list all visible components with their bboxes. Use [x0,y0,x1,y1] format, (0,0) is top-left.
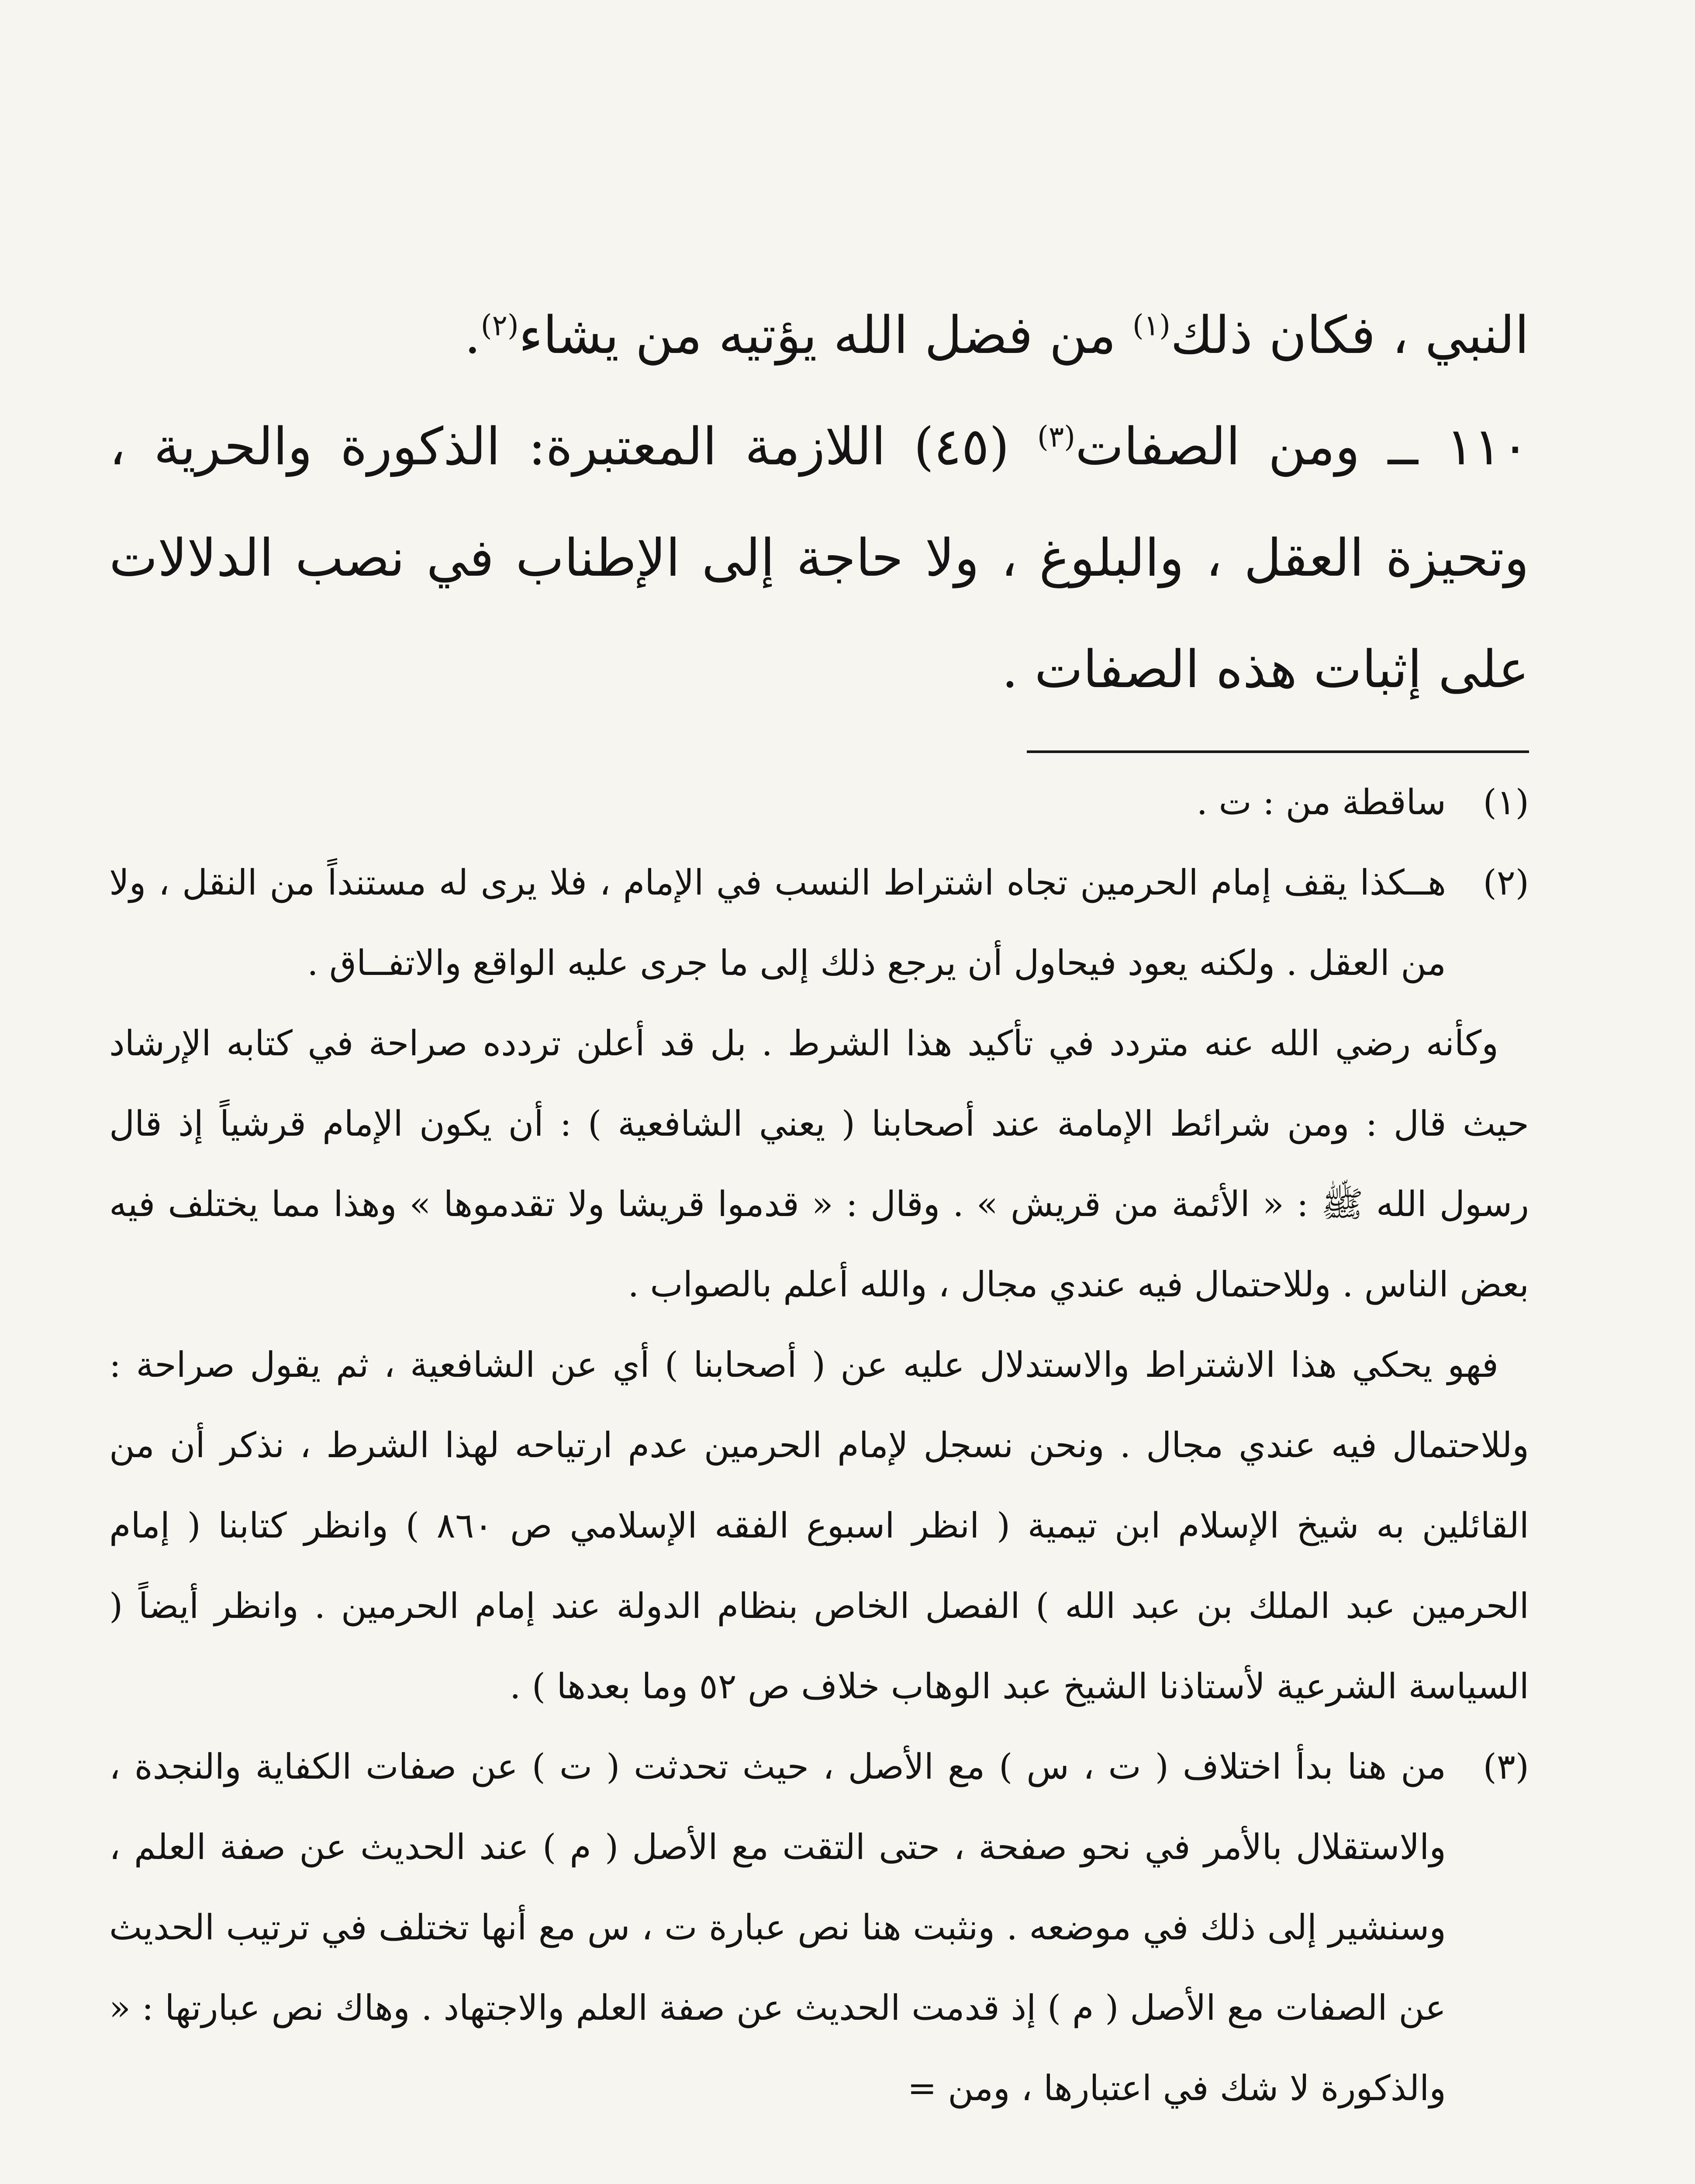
footnote-2-text: هــكذا يقف إمام الحرمين تجاه اشتراط النسب في الإمام ، فلا يرى له مستنداً من النقل ، ولا من العقل . ولكنه يعود فيحاول أن يرجع ذلك إلى ما جرى عليه الواقع والاتفــاق . [109,862,1446,983]
main-line-1 [109,280,1529,391]
footnote-2 [109,843,1529,1727]
footnote-1-text: ساقطة من : ت . [1196,782,1446,822]
footnote-3 [109,1727,1529,2129]
footnote-ref-1: (١) [1132,308,1170,342]
main-text [109,280,1529,725]
footnote-3-number: (٣) [1483,1746,1529,1787]
paragraph-110-start: ١١٠ ــ ومن الصفات [1075,416,1529,477]
footnote-1-number: (١) [1483,782,1529,822]
footnote-ref-2: (٢) [480,308,519,342]
paragraph-110-body: (٤٥) اللازمة المعتبرة: الذكورة والحرية ، وتحيزة العقل ، والبلوغ ، ولا حاجة إلى الإطناب في نصب الدلالات على إثبات هذه الصفات . [109,416,1529,699]
footnote-1 [109,762,1529,843]
footnotes [109,762,1529,2129]
main-line-1-start: النبي ، فكان ذلك [1170,305,1529,365]
paragraph-110 [109,391,1529,725]
footnote-2-number: (٢) [1483,862,1529,903]
footnote-2-paragraph-2: وكأنه رضي الله عنه متردد في تأكيد هذا الشرط . بل قد أعلن تردده صراحة في كتابه الإرشاد حيث قال : ومن شرائط الإمامة عند أصحابنا ( يعني الشافعية ) : أن يكون الإمام قرشياً إذ قال رسول الله ﷺ : « الأئمة من قريش » . وقال : « قدموا قريشا ولا تقدموها » وهذا مما يختلف فيه بعض الناس . وللاحتمال فيه عندي مجال ، والله أعلم بالصواب . [109,1023,1529,1305]
footnote-2-paragraph-3: فهو يحكي هذا الاشتراط والاستدلال عليه عن ( أصحابنا ) أي عن الشافعية ، ثم يقول صراحة : وللاحتمال فيه عندي مجال . ونحن نسجل لإمام الحرمين عدم ارتياحه لهذا الشرط ، نذكر أن من القائلين به شيخ الإسلام ابن تيمية ( انظر اسبوع الفقه الإسلامي ص ٨٦٠ ) وانظر كتابنا ( إمام الحرمين عبد الملك بن عبد الله ) الفصل الخاص بنظام الدولة عند إمام الحرمين . وانظر أيضاً ( السياسة الشرعية لأستاذنا الشيخ عبد الوهاب خلاف ص ٥٢ وما بعدها ) . [109,1344,1529,1707]
footnote-ref-3: (٣) [1037,420,1075,454]
main-line-1-middle: من فضل الله يؤتيه من يشاء [518,305,1116,365]
main-line-1-end: . [464,305,481,365]
footnote-divider [1027,750,1529,753]
footnote-3-text: من هنا بدأ اختلاف ( ت ، س ) مع الأصل ، حيث تحدثت ( ت ) عن صفات الكفاية والنجدة ، والاستقلال بالأمر في نحو صفحة ، حتى التقت مع الأصل ( م ) عند الحديث عن صفة العلم ، وسنشير إلى ذلك في موضعه . ونثبت هنا نص عبارة ت ، س مع أنها تختلف في ترتيب الحديث عن الصفات مع الأصل ( م ) إذ قدمت الحديث عن صفة العلم والاجتهاد . وهاك نص عبارتها : « والذكورة لا شك في اعتبارها ، ومن = [109,1746,1446,2108]
